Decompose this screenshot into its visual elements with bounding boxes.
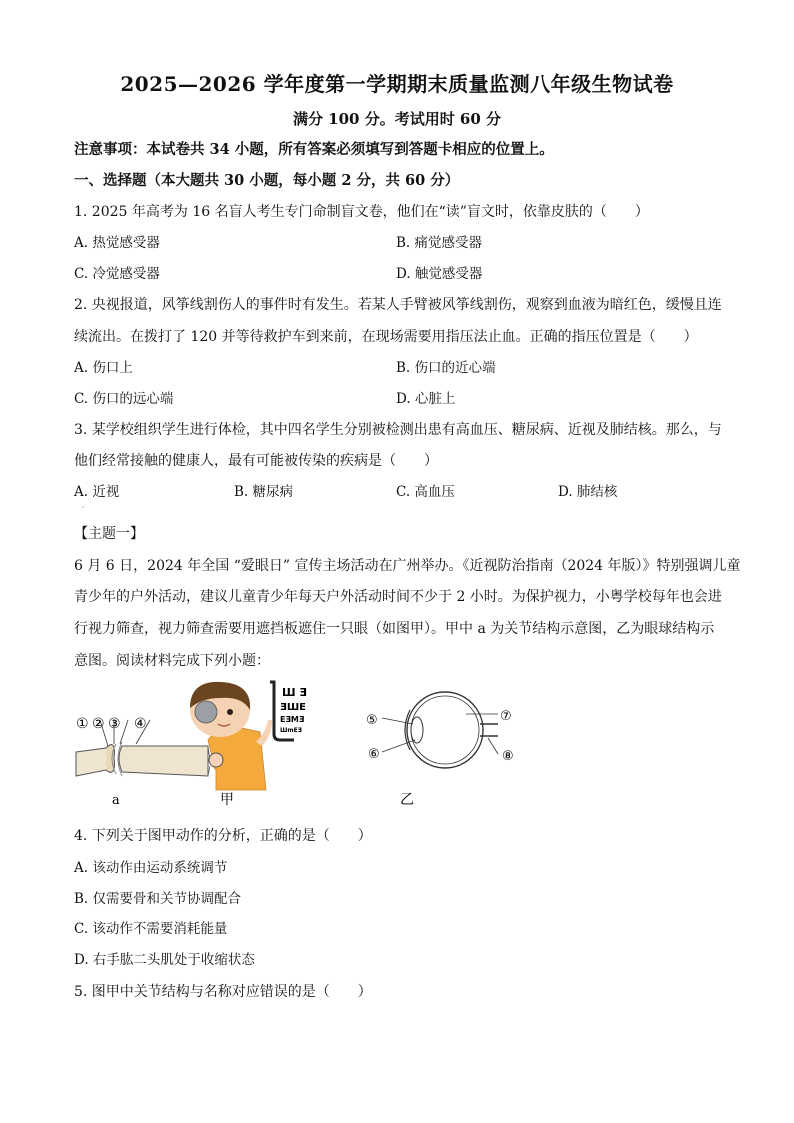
joint-label-1: ① bbox=[76, 716, 89, 732]
joint-label-3: ③ bbox=[108, 716, 121, 732]
q2-option-b: B. 伤口的近心端 bbox=[396, 360, 496, 376]
eye-chart-row-2: ƎШE bbox=[280, 702, 307, 713]
label-a: a bbox=[112, 793, 120, 808]
stray-dot: · bbox=[82, 503, 85, 512]
theme-paragraph-line1: 6 月 6 日，2024 年全国 “爱眼日” 宣传主场活动在广州举办。《近视防治指南（2024 年版）》特别强调儿童 bbox=[74, 558, 741, 574]
eye-label-8: ⑧ bbox=[502, 749, 514, 764]
question-5-stem: 5. 图甲中关节结构与名称对应错误的是（ ） bbox=[74, 984, 372, 1000]
notice: 注意事项：本试卷共 34 小题，所有答案必须填写到答题卡相应的位置上。 bbox=[74, 141, 554, 158]
eye-leader-8 bbox=[488, 738, 498, 754]
question-3-stem-line2: 他们经常接触的健康人，最有可能被传染的疾病是（ ） bbox=[74, 453, 438, 469]
q3-option-d: D. 肺结核 bbox=[558, 484, 618, 500]
question-3-stem-line1: 3. 某学校组织学生进行体检，其中四名学生分别被检测出患有高血压、糖尿病、近视及肺结核。那么，与 bbox=[74, 422, 722, 438]
joint-label-4: ④ bbox=[134, 716, 147, 732]
eyeball-diagram bbox=[366, 692, 514, 808]
theme-paragraph-line4: 意图。阅读材料完成下列小题： bbox=[74, 653, 270, 669]
eye-label-5: ⑤ bbox=[366, 713, 378, 728]
page-title: 2025—2026 学年度第一学期期末质量监测八年级生物试卷 bbox=[120, 72, 674, 96]
eye-label-6: ⑥ bbox=[368, 747, 380, 762]
child-eye bbox=[227, 709, 233, 715]
question-1-stem: 1. 2025 年高考为 16 名盲人考生专门命制盲文卷，他们在“读”盲文时，依靠皮肤的（ ） bbox=[74, 204, 649, 220]
q2-option-d: D. 心脏上 bbox=[396, 391, 456, 407]
q1-option-c: C. 冷觉感受器 bbox=[74, 266, 160, 282]
q3-option-a: A. 近视 bbox=[74, 484, 120, 500]
eye-chart-row-4: ШmЕƎ bbox=[280, 727, 302, 734]
q4-option-c: C. 该动作不需要消耗能量 bbox=[74, 921, 228, 937]
question-2-stem-line2: 续流出。在拨打了 120 并等待救护车到来前，在现场需要用指压法止血。正确的指压位置是（ ） bbox=[74, 329, 698, 345]
page-subtitle: 满分 100 分。考试用时 60 分 bbox=[292, 110, 502, 128]
leader-line-3 bbox=[120, 720, 128, 744]
eye-chart-row-1: Ш Ǝ bbox=[282, 686, 307, 699]
q4-option-d: D. 右手肱二头肌处于收缩状态 bbox=[74, 952, 255, 968]
label-yi: 乙 bbox=[400, 792, 414, 808]
question-4-stem: 4. 下列关于图甲动作的分析，正确的是（ ） bbox=[74, 828, 372, 844]
joint-diagram bbox=[76, 716, 210, 808]
child-elbow-circle bbox=[209, 753, 223, 767]
label-jia: 甲 bbox=[220, 792, 234, 808]
q2-option-a: A. 伤口上 bbox=[74, 360, 133, 376]
child-illustration bbox=[190, 682, 272, 808]
joint-bone-lower bbox=[119, 746, 208, 776]
q1-option-d: D. 触觉感受器 bbox=[396, 266, 483, 282]
eye-occluder bbox=[195, 701, 217, 723]
figure-svg bbox=[70, 680, 540, 810]
eye-chart bbox=[270, 682, 307, 740]
theme-heading: 【主题一】 bbox=[74, 526, 144, 542]
joint-label-2: ② bbox=[92, 716, 105, 732]
theme-paragraph-line3: 行视力筛查，视力筛查需要用遮挡板遮住一只眼（如图甲）。甲中 a 为关节结构示意图，乙为眼球结构示 bbox=[74, 621, 715, 637]
q1-option-a: A. 热觉感受器 bbox=[74, 235, 160, 251]
theme-paragraph-line2: 青少年的户外活动，建议儿童青少年每天户外活动时间不少于 2 小时。为保护视力，小粤学校每年也会进 bbox=[74, 589, 722, 605]
q1-option-b: B. 痛觉感受器 bbox=[396, 235, 483, 251]
lens bbox=[411, 717, 423, 743]
question-2-stem-line1: 2. 央视报道，风筝线割伤人的事件时有发生。若某人手臂被风筝线割伤，观察到血液为暗红色，缓慢且连 bbox=[74, 297, 722, 313]
q3-option-b: B. 糖尿病 bbox=[234, 484, 294, 500]
q2-option-c: C. 伤口的远心端 bbox=[74, 391, 174, 407]
q3-option-c: C. 高血压 bbox=[396, 484, 455, 500]
q4-option-b: B. 仅需要骨和关节协调配合 bbox=[74, 891, 242, 907]
figure-joint-and-eye bbox=[70, 680, 540, 810]
q4-option-a: A. 该动作由运动系统调节 bbox=[74, 860, 228, 876]
section-heading: 一、选择题（本大题共 30 小题，每小题 2 分，共 60 分） bbox=[74, 172, 460, 189]
eye-chart-row-3: EƎMƎ bbox=[280, 715, 305, 724]
eye-label-7: ⑦ bbox=[500, 709, 512, 724]
